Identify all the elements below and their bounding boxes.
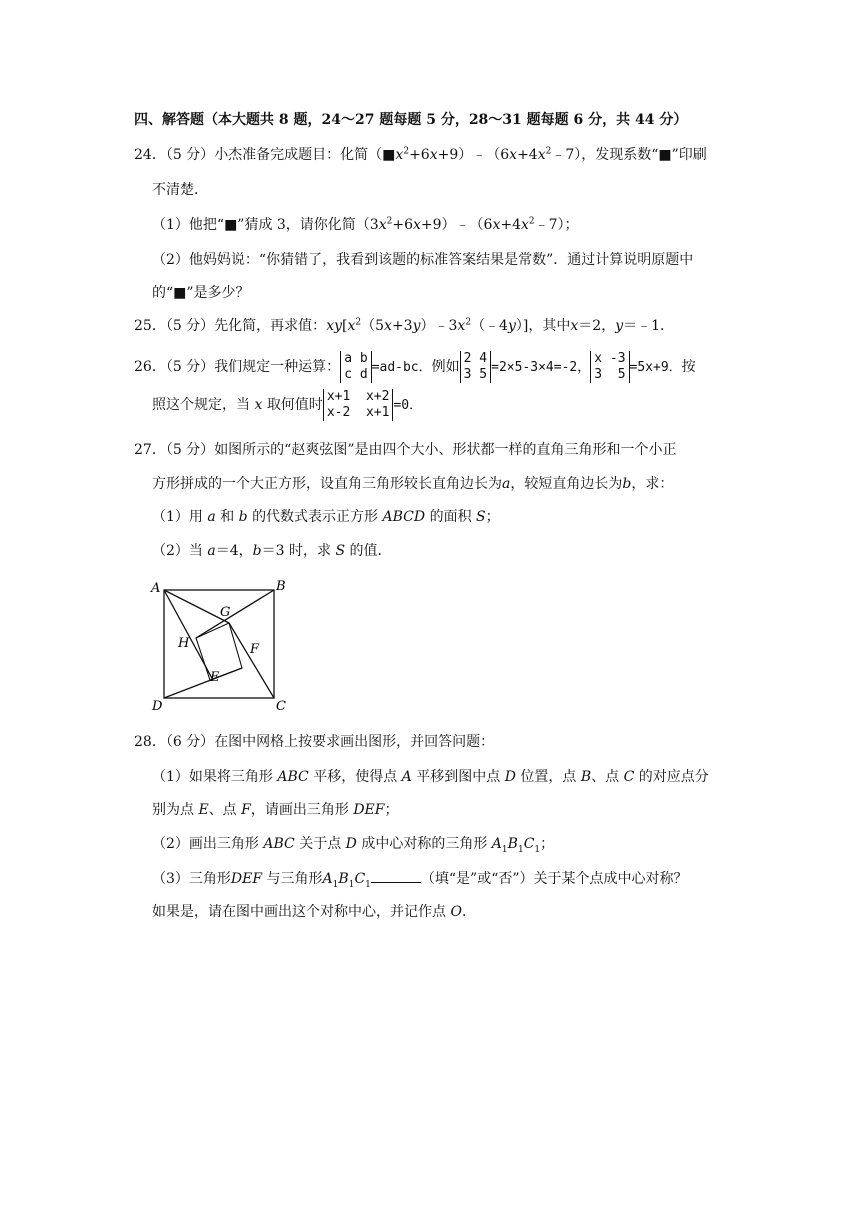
question-number: 25． — [134, 318, 166, 334]
section-title: 四、解答题（本大题共 8 题，24～27 题每题 5 分，28～31 题每题 6 分，共 44 分） — [134, 112, 688, 128]
q27-p1-text: 的面积 — [429, 509, 472, 525]
q27-p1-text: （1）用 — [152, 509, 203, 525]
det-equation-result: =0． — [393, 398, 423, 413]
vertex-label-B: B — [276, 579, 286, 594]
q27-p2-text: （2）当 — [152, 543, 203, 559]
vertex-label-C: C — [276, 699, 286, 714]
q24-text: +4 — [517, 147, 538, 163]
q25-text: +3 — [391, 318, 413, 334]
segment-BH — [196, 590, 274, 638]
det-row: x -3 — [594, 351, 626, 366]
q25-text: [ — [342, 318, 348, 334]
q27-p1-text: 的代数式表示正方形 — [252, 509, 379, 525]
q25-text: ＝2， — [578, 318, 616, 334]
determinant-example-2 — [590, 351, 629, 383]
q28-intro: 在图中网格上按要求画出图形，并回答问题： — [214, 734, 495, 750]
question-24-part-2-line-2: 的“■”是多少？ — [152, 285, 250, 301]
det-example-result: =2×5-3×4=-2， — [491, 360, 591, 375]
question-28-part-3-line-1: （3）三角形DEF 与三角形$A_1B_1C_1$ （填“是”或“否”）关于某个点成中心对称？ — [152, 868, 688, 889]
question-number: 28． — [134, 734, 166, 750]
q25-text: 先化简，再求值： — [214, 318, 327, 334]
question-28-part-1-line-1: （1）如果将三角形 ABC 平移，使得点 A 平移到图中点 D 位置，点 B、点 C 的对应点分 — [152, 769, 709, 785]
q24-text: +6 — [409, 147, 430, 163]
q24-p1-text: +6 — [392, 217, 413, 233]
question-27-part-1: （1）用 a 和 b 的代数式表示正方形 ABCD 的面积 S； — [152, 509, 500, 525]
vertex-label-A: A — [151, 581, 161, 596]
vertex-label-D: D — [152, 699, 163, 714]
question-26-line-1 — [134, 350, 696, 385]
q25-text: ）﹣3 — [420, 318, 458, 334]
q26-text: 照这个规定，当 — [152, 397, 250, 413]
determinant-example-1 — [460, 351, 491, 383]
question-28-part-1-line-2: 别为点 E、点 F，请画出三角形 DEF； — [152, 802, 399, 818]
q28-text: 与三角形 — [266, 871, 323, 887]
question-27-line-2: 方形拼成的一个大正方形，设直角三角形较长直角边长为a，较短直角边长为b，求： — [152, 476, 674, 492]
q24-p1-text: ﹣7）； — [534, 217, 579, 233]
vertex-label-H: H — [178, 636, 190, 651]
question-number: 26． — [134, 359, 166, 375]
q28-text: （2）画出三角形 — [152, 836, 259, 852]
q27-text: ，求： — [631, 476, 674, 492]
q28-text: （1）如果将三角形 — [152, 769, 273, 785]
q28-text: （填“是”或“否”）关于某个点成中心对称？ — [420, 871, 688, 887]
vertex-label-G: G — [220, 605, 231, 620]
question-score: （5 分） — [165, 318, 215, 334]
det-row: x-2 x+1 — [326, 405, 390, 420]
question-28-line-1 — [134, 732, 494, 752]
q28-text: 位置，点 — [520, 769, 577, 785]
q28-text: 的对应点分 — [638, 769, 709, 785]
q27-p2-text: 的值． — [349, 543, 392, 559]
det-row: x+1 x+2 — [326, 389, 390, 404]
question-25: 25．（5 分）先化简，再求值：$xy[x^2(5x+3y)﹣3x^2(﹣4y)]$，其中x＝2，y＝﹣1． — [134, 317, 675, 334]
q24-p1-text: +9）﹣（6 — [420, 217, 493, 233]
det-row: 3 5 — [463, 367, 488, 382]
q28-text: 平移，使得点 — [313, 769, 398, 785]
question-score: （5 分） — [165, 359, 215, 375]
question-score: （5 分） — [165, 147, 215, 163]
question-24-line-2: 不清楚． — [152, 182, 208, 198]
q24-p1-text: （1）他把“■”猜成 3，请你化简（3 — [152, 217, 379, 233]
zhao-shuang-figure — [148, 576, 293, 716]
q27-p2-text: ＝4， — [215, 543, 253, 559]
segment-CG — [229, 623, 274, 698]
question-27-line-1 — [134, 440, 677, 460]
q24-text: +9）﹣（6 — [437, 147, 510, 163]
q28-text: 别为点 — [152, 802, 194, 818]
q24-p1-text: +4 — [500, 217, 521, 233]
q27-p2-text: ＝3 时，求 — [261, 543, 331, 559]
question-number: 27． — [134, 442, 166, 458]
q28-text: 成中心对称的三角形 — [361, 836, 488, 852]
q27-p1-text: 和 — [220, 509, 235, 525]
q26-intro: 我们规定一种运算： — [214, 359, 341, 375]
q24-text: 小杰准备完成题目：化简（■ — [214, 147, 396, 163]
q25-text: （5 — [361, 318, 385, 334]
question-24-part-2-line-1: （2）他妈妈说：“你猜错了，我看到该题的标准答案结果是常数”．通过计算说明原题中 — [152, 252, 694, 268]
det-row: 3 5 — [594, 367, 626, 382]
question-24-part-1: （1）他把“■”猜成 3，请你化简$(3x^2+6x+9)﹣(6x+4x^2﹣7)$； — [152, 216, 579, 233]
q26-text: 取何值时 — [266, 397, 323, 413]
determinant-definition — [340, 351, 371, 383]
q27-text: 如图所示的“赵爽弦图”是由四个大小、形状都一样的直角三角形和一个小正 — [214, 442, 677, 458]
q27-p1-text: ； — [485, 509, 500, 525]
question-28-part-2: （2）画出三角形 ABC 关于点 D 成中心对称的三角形 $A_1B_1C_1$； — [152, 836, 555, 855]
q28-text: （3）三角形 — [152, 871, 231, 887]
q27-text: 方形拼成的一个大正方形，设直角三角形较长直角边长为 — [152, 476, 502, 492]
q24-text: ﹣7），发现系数“■”印刷 — [551, 147, 707, 163]
question-score: （6 分） — [165, 734, 215, 750]
q26-text: 按 — [681, 359, 696, 375]
q28-text: 、点 — [208, 802, 237, 818]
q25-text: （﹣4 — [471, 318, 508, 334]
question-24-line-1: 24．（5 分）小杰准备完成题目：化简$(■x^2+6x+9)﹣(6x+4x^2﹣7)$，发现系数“■”印刷 — [134, 146, 707, 163]
q25-text: ＝﹣1． — [623, 318, 675, 334]
det-row: a b — [344, 351, 368, 366]
question-26-line-2: 照这个规定，当 x 取何值时 x+1 x+2 x-2 x+1 =0． — [152, 389, 423, 420]
vertex-label-F: F — [250, 642, 260, 657]
q28-text: 、点 — [591, 769, 620, 785]
question-score: （5 分） — [165, 442, 215, 458]
q28-text: ； — [384, 802, 399, 818]
q28-text: 平移到图中点 — [416, 769, 501, 785]
q27-text: ，较短直角边长为 — [510, 476, 623, 492]
determinant-equation — [323, 389, 394, 421]
det-row: c d — [344, 367, 368, 382]
question-28-part-3-line-2: 如果是，请在图中画出这个对称中心，并记作点 O． — [152, 904, 476, 920]
question-27-part-2: （2）当 a＝4，b＝3 时，求 S 的值． — [152, 543, 392, 559]
q28-text: ． — [461, 904, 476, 920]
det-formula: =ad-bc． — [371, 360, 432, 375]
q28-text: 关于点 — [299, 836, 342, 852]
q28-text: 如果是，请在图中画出这个对称中心，并记作点 — [152, 904, 446, 920]
det-row: 2 4 — [463, 351, 488, 366]
answer-blank[interactable] — [371, 868, 421, 883]
question-number: 24． — [134, 147, 166, 163]
example-label: 例如 — [431, 359, 460, 375]
q28-text: ； — [540, 836, 555, 852]
q28-text: ，请画出三角形 — [250, 802, 349, 818]
q25-text: ）]，其中 — [515, 318, 571, 334]
vertex-label-E: E — [210, 670, 220, 685]
det-example-result: =5x+9． — [629, 360, 682, 375]
